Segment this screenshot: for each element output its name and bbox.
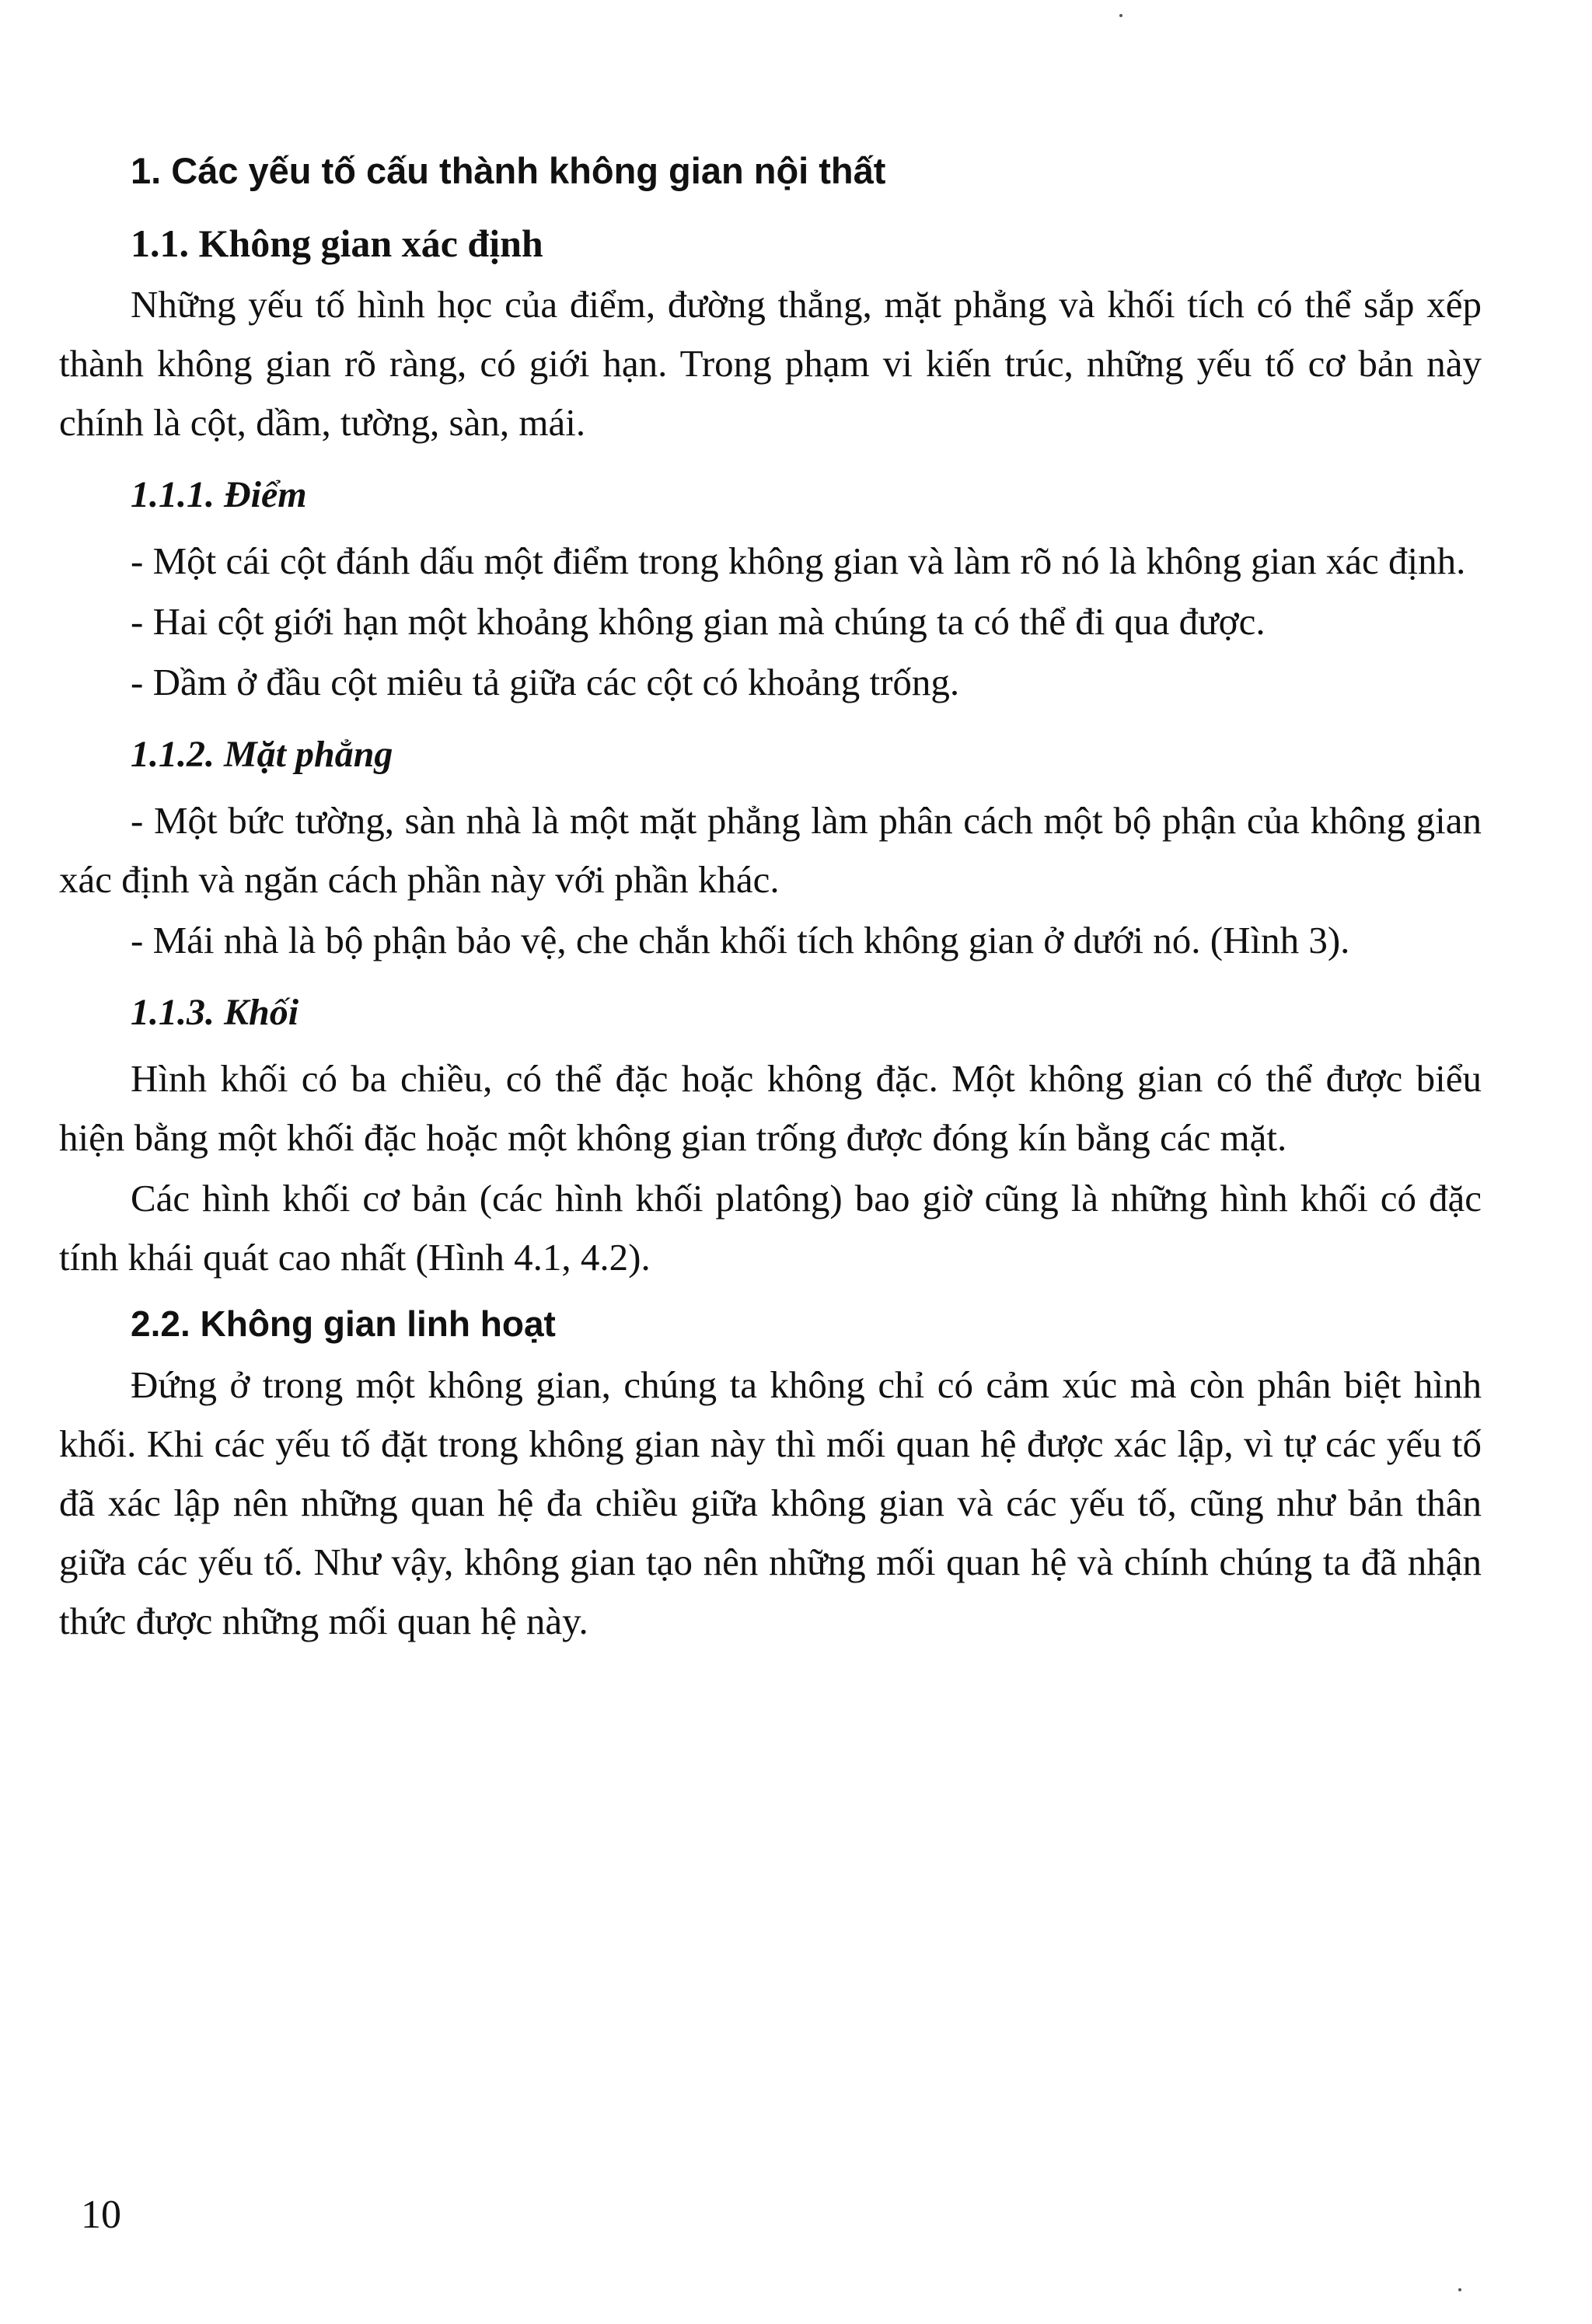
volume-paragraph-2: Các hình khối cơ bản (các hình khối platông) bao giờ cũng là những hình khối có đặc tính khái quát cao nhất (Hình 4.1, 4.2). [59, 1177, 1482, 1279]
subsection-heading-1-1-1: 1.1.1. Điểm [131, 474, 307, 515]
volume-paragraph-1: Hình khối có ba chiều, có thể đặc hoặc không đặc. Một không gian có thể được biểu hiện bằng một khối đặc hoặc một không gian trống được đóng kín bằng các mặt. [59, 1057, 1482, 1159]
plane-paragraph-2: - Mái nhà là bộ phận bảo vệ, che chắn khối tích không gian ở dưới nó. (Hình 3). [131, 919, 1350, 961]
section-1-1-paragraph: Những yếu tố hình học của điểm, đường thẳng, mặt phẳng và khối tích có thể sắp xếp thành không gian rõ ràng, có giới hạn. Trong phạm vi kiến trúc, những yếu tố cơ bản này chính là cột, dầm, tường, sàn, mái. [59, 283, 1482, 444]
scan-speck [1119, 14, 1122, 17]
point-paragraph-2: - Hai cột giới hạn một khoảng không gian mà chúng ta có thể đi qua được. [131, 600, 1266, 643]
plane-paragraph-1: - Một bức tường, sàn nhà là một mặt phẳng làm phân cách một bộ phận của không gian xác định và ngăn cách phần này với phần khác. [59, 799, 1482, 901]
point-paragraph-1: - Một cái cột đánh dấu một điểm trong không gian và làm rõ nó là không gian xác định. [131, 539, 1466, 582]
section-heading-1-1: 1.1. Không gian xác định [131, 222, 543, 265]
page-number: 10 [81, 2193, 121, 2237]
page-content [59, 148, 1482, 1652]
section-heading-2-2: 2.2. Không gian linh hoạt [131, 1303, 556, 1344]
scan-speck [1458, 2288, 1461, 2291]
subsection-heading-1-1-3: 1.1.3. Khối [131, 992, 299, 1033]
chapter-heading: 1. Các yếu tố cấu thành không gian nội thất [131, 150, 886, 191]
subsection-heading-1-1-2: 1.1.2. Mặt phẳng [131, 734, 393, 775]
flexible-space-paragraph: Đứng ở trong một không gian, chúng ta không chỉ có cảm xúc mà còn phân biệt hình khối. Khi các yếu tố đặt trong không gian này thì mối quan hệ được xác lập, vì tự các yếu tố đã xác lập nên những quan hệ đa chiều giữa không gian và các yếu tố, cũng như bản thân giữa các yếu tố. Như vậy, không gian tạo nên những mối quan hệ và chính chúng ta đã nhận thức được những mối quan hệ này. [59, 1363, 1482, 1642]
point-paragraph-3: - Dầm ở đầu cột miêu tả giữa các cột có khoảng trống. [131, 661, 960, 703]
